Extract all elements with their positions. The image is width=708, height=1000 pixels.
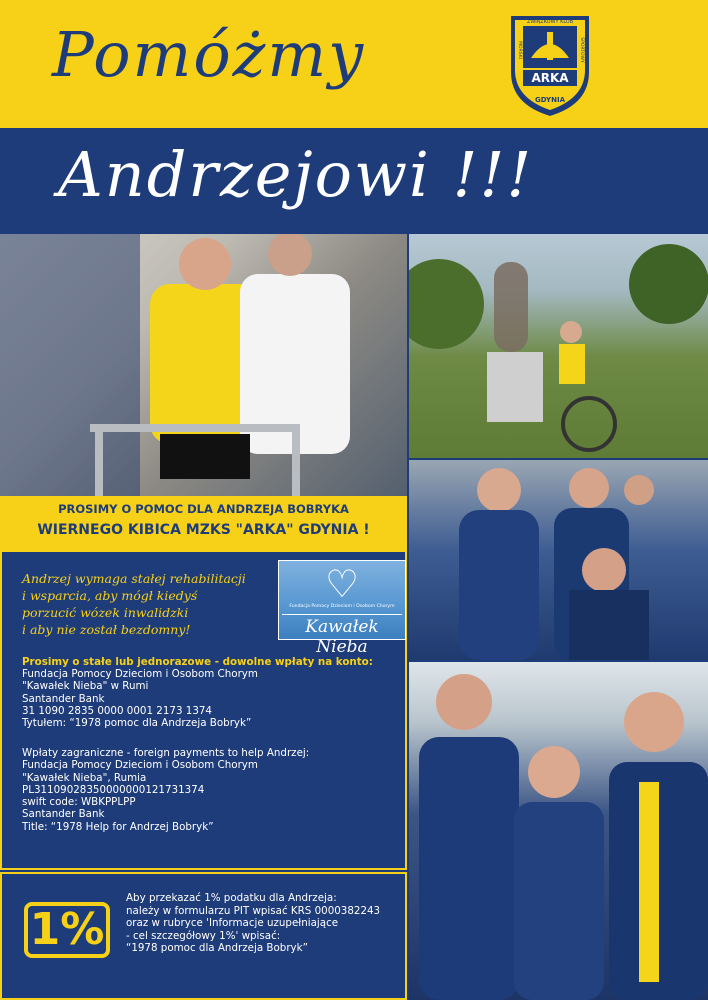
- tax-line: oraz w rubryce 'Informacje uzupełniające: [126, 917, 339, 930]
- heart-cloud-icon: ♡: [324, 562, 360, 606]
- photo-fans-handshake: [409, 662, 708, 1000]
- title-line-1: Pomóżmy: [52, 18, 366, 91]
- photo-fans-group: [409, 460, 708, 660]
- bank-line: Title: “1978 Help for Andrzej Bobryk”: [22, 820, 214, 833]
- tax-line: - cel szczegółowy 1%' wpisać:: [126, 929, 281, 942]
- bank-line: Wpłaty zagraniczne - foreign payments to help Andrzej:: [22, 747, 310, 759]
- swift-code: swift code: WBKPPLPP: [22, 796, 136, 809]
- bank-line: "Kawałek Nieba", Rumia: [22, 771, 147, 784]
- bank-line: Fundacja Pomocy Dzieciom i Osobom Chorym: [22, 759, 258, 772]
- account-number: 31 1090 2835 0000 0001 2173 1374: [22, 704, 212, 717]
- bank-line: Santander Bank: [22, 808, 105, 821]
- logo-name: ARKA: [531, 71, 569, 85]
- bank-line: "Kawałek Nieba" w Rumi: [22, 680, 149, 693]
- logo-right-text: SPORTOWY: [579, 37, 584, 63]
- logo-top-text: ZWIĄZKOWY KLUB: [526, 19, 574, 25]
- appeal-line-1: PROSIMY O POMOC DLA ANDRZEJA BOBRYKA: [58, 502, 349, 516]
- photo-rehabilitation: [0, 234, 407, 496]
- title-line-2: Andrzejowi !!!: [58, 138, 534, 211]
- bank-pl-heading: Prosimy o stałe lub jednorazowe - dowolne wpłaty na konto:: [22, 656, 373, 668]
- intro-line: i aby nie został bezdomny!: [22, 622, 191, 637]
- tax-line: “1978 pomoc dla Andrzeja Bobryk”: [126, 942, 308, 955]
- intro-line: i wsparcia, aby mógł kiedyś: [22, 588, 198, 603]
- appeal-banner: [0, 496, 407, 552]
- tax-instructions: [126, 892, 401, 955]
- tax-line: Aby przekazać 1% podatku dla Andrzeja:: [126, 892, 337, 904]
- appeal-line-2: WIERNEGO KIBICA MZKS "ARKA" GDYNIA !: [37, 522, 370, 538]
- bank-pl-details: [22, 668, 258, 729]
- arka-club-logo: [505, 10, 595, 122]
- bank-line: Santander Bank: [22, 692, 105, 705]
- intro-line: Andrzej wymaga stałej rehabilitacji: [22, 571, 246, 586]
- bank-line: Tytułem: “1978 pomoc dla Andrzeja Bobryk”: [22, 717, 252, 730]
- foundation-tagline: Fundacja Pomocy Dzieciom i Osobom Chorym: [289, 604, 395, 609]
- intro-line: porzucić wózek inwalidzki: [22, 605, 189, 620]
- bank-line: Fundacja Pomocy Dzieciom i Osobom Chorym: [22, 668, 258, 680]
- tax-line: należy w formularzu PIT wpisać KRS 0000382243: [126, 904, 381, 917]
- intro-text: [22, 570, 277, 638]
- iban: PL31109028350000000121731374: [22, 783, 205, 796]
- logo-bottom-text: GDYNIA: [535, 96, 565, 104]
- foundation-name: Kawałek Nieba: [282, 614, 402, 657]
- logo-left-text: MORSKI: [517, 41, 522, 59]
- bank-international-details: [22, 747, 309, 833]
- one-percent-badge: 1%: [24, 902, 110, 958]
- photo-statue-wheelchair: [409, 234, 708, 458]
